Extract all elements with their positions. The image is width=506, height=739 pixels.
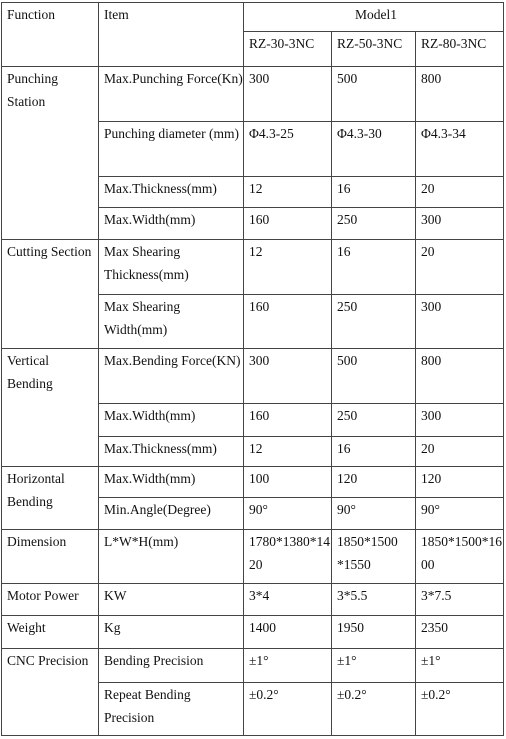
value-cell: 300	[244, 67, 332, 122]
value-cell: 90°	[244, 498, 332, 530]
table-row	[2, 67, 504, 122]
function-cell: Horizontal Bending	[2, 467, 99, 530]
item-cell: KW	[99, 584, 244, 616]
item-cell: Max.Thickness(mm)	[99, 437, 244, 467]
value-cell: 16	[332, 177, 416, 208]
model-name: RZ-30-3NC	[244, 32, 332, 67]
value-cell: Φ4.3-25	[244, 122, 332, 177]
value-cell: 120	[332, 467, 416, 498]
table-row	[2, 530, 504, 584]
item-cell: Max.Thickness(mm)	[99, 177, 244, 208]
value-cell: 90°	[332, 498, 416, 530]
value-cell: 20	[416, 240, 504, 295]
item-cell: Max.Punching Force(Kn)	[99, 67, 244, 122]
value-cell: 16	[332, 240, 416, 295]
value-cell: ±1°	[332, 649, 416, 683]
value-cell: 16	[332, 437, 416, 467]
value-cell: 12	[244, 240, 332, 295]
value-cell: ±0.2°	[332, 683, 416, 736]
value-cell: 12	[244, 437, 332, 467]
item-cell: L*W*H(mm)	[99, 530, 244, 584]
value-cell: 1780*1380*1420	[244, 530, 332, 584]
item-cell: Bending Precision	[99, 649, 244, 683]
value-cell: 1950	[332, 616, 416, 649]
value-cell: 300	[416, 404, 504, 437]
function-cell: Weight	[2, 616, 99, 649]
value-cell: 1850*1500*1600	[416, 530, 504, 584]
item-cell: Punching diameter (mm)	[99, 122, 244, 177]
value-cell: 250	[332, 295, 416, 349]
value-cell: 160	[244, 295, 332, 349]
table-row	[2, 616, 504, 649]
value-cell: 3*5.5	[332, 584, 416, 616]
value-cell: 300	[416, 295, 504, 349]
item-cell: Max.Width(mm)	[99, 467, 244, 498]
item-cell: Min.Angle(Degree)	[99, 498, 244, 530]
value-cell: 20	[416, 437, 504, 467]
value-cell: ±1°	[416, 649, 504, 683]
value-cell: 1400	[244, 616, 332, 649]
value-cell: ±0.2°	[416, 683, 504, 736]
value-cell: 3*7.5	[416, 584, 504, 616]
value-cell: 160	[244, 404, 332, 437]
item-cell: Max Shearing Width(mm)	[99, 295, 244, 349]
function-cell: Motor Power	[2, 584, 99, 616]
value-cell: ±1°	[244, 649, 332, 683]
item-cell: Repeat Bending Precision	[99, 683, 244, 736]
header-model: Model1	[244, 3, 504, 32]
value-cell: 250	[332, 208, 416, 240]
value-cell: 300	[416, 208, 504, 240]
value-cell: 500	[332, 349, 416, 404]
value-cell: 250	[332, 404, 416, 437]
item-cell: Max.Bending Force(KN)	[99, 349, 244, 404]
function-cell: Cutting Section	[2, 240, 99, 349]
value-cell: 12	[244, 177, 332, 208]
table-row	[2, 467, 504, 498]
value-cell: 800	[416, 349, 504, 404]
table-row	[2, 649, 504, 683]
table-row	[2, 240, 504, 295]
model-name: RZ-50-3NC	[332, 32, 416, 67]
model-name: RZ-80-3NC	[416, 32, 504, 67]
value-cell: ±0.2°	[244, 683, 332, 736]
table-row	[2, 584, 504, 616]
value-cell: 800	[416, 67, 504, 122]
value-cell: 100	[244, 467, 332, 498]
function-cell: Punching Station	[2, 67, 99, 240]
item-cell: Max.Width(mm)	[99, 404, 244, 437]
item-cell: Max Shearing Thickness(mm)	[99, 240, 244, 295]
value-cell: 3*4	[244, 584, 332, 616]
table-row	[2, 349, 504, 404]
value-cell: Φ4.3-30	[332, 122, 416, 177]
header-row-top	[2, 3, 504, 32]
function-cell: Dimension	[2, 530, 99, 584]
item-cell: Kg	[99, 616, 244, 649]
value-cell: 300	[244, 349, 332, 404]
function-cell: CNC Precision	[2, 649, 99, 736]
value-cell: 120	[416, 467, 504, 498]
value-cell: 2350	[416, 616, 504, 649]
value-cell: Φ4.3-34	[416, 122, 504, 177]
header-item: Item	[99, 3, 244, 67]
spec-table	[1, 2, 504, 736]
value-cell: 160	[244, 208, 332, 240]
value-cell: 500	[332, 67, 416, 122]
value-cell: 90°	[416, 498, 504, 530]
value-cell: 20	[416, 177, 504, 208]
item-cell: Max.Width(mm)	[99, 208, 244, 240]
value-cell: 1850*1500 *1550	[332, 530, 416, 584]
header-function: Function	[2, 3, 99, 67]
function-cell: Vertical Bending	[2, 349, 99, 467]
